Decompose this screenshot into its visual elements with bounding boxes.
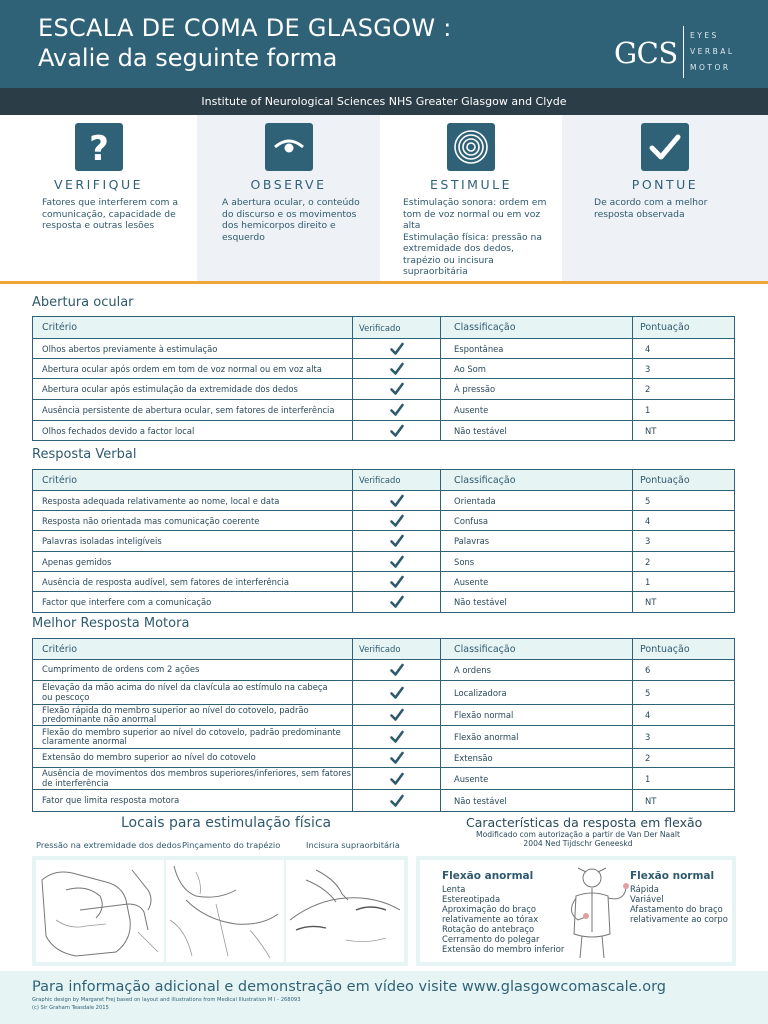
step-text: De acordo com a melhor resposta observada [594,197,708,220]
pontuacao-cell: 2 [633,749,735,768]
classificacao-cell: Sons [441,552,633,572]
logo-divider [683,26,684,78]
verified-check-icon [353,379,441,400]
eye-icon [265,123,313,171]
section-title-verbal: Resposta Verbal [32,447,137,462]
step-title: ESTIMULE [430,177,512,192]
criterio-cell: Factor que interfere com a comunicação [33,592,353,613]
col-header-verificado: Verificado [353,317,441,339]
table-row [33,421,735,441]
criterio-cell: Resposta adequada relativamente ao nome, local e data [33,491,353,511]
classificacao-cell: A ordens [441,660,633,681]
verified-check-icon [353,531,441,552]
table-motora [32,638,735,812]
locais-label-trapezio: Pinçamento do trapézio [182,840,281,850]
locais-label-dedos: Pressão na extremidade dos dedos [36,840,182,850]
accent-divider [0,281,768,284]
table-verbal [32,469,735,613]
classificacao-cell: Localizadora [441,681,633,705]
pontuacao-cell: 1 [633,572,735,592]
verified-check-icon [353,339,441,359]
classificacao-cell: Ao Som [441,359,633,379]
pontuacao-cell: 4 [633,339,735,359]
flexao-source-line2: 2004 Ned Tijdschr Geneeskd [523,839,633,848]
flexao-anormal-list: Lenta Estereotipada Aproximação do braço relativamente ao tórax Rotação do antebraço Cerramento do polegar Extensão do membro inferior [442,884,565,954]
concentric-circles-icon [447,123,495,171]
table-row [33,339,735,359]
step-title: PONTUE [631,177,699,192]
assessment-steps [0,115,768,281]
criterio-cell: Ausência persistente de abertura ocular, sem fatores de interferência [33,400,353,421]
pontuacao-cell: 5 [633,491,735,511]
col-header-criterio: Critério [33,317,353,339]
step-text: A abertura ocular, o conteúdo do discurso e os movimentos dos hemicorpos direito e esquerdo [222,197,360,243]
classificacao-cell: Flexão normal [441,705,633,726]
classificacao-cell: Palavras [441,531,633,552]
verified-check-icon [353,511,441,531]
pontuacao-cell: 4 [633,511,735,531]
criterio-cell: Olhos abertos previamente à estimulação [33,339,353,359]
flexao-anormal-title: Flexão anormal [442,870,534,882]
table-row [33,491,735,511]
verified-check-icon [353,726,441,749]
table-row [33,572,735,592]
verified-check-icon [353,749,441,768]
flexao-title: Características da resposta em flexão [466,815,703,830]
classificacao-cell: Espontânea [441,339,633,359]
verified-check-icon [353,768,441,790]
criterio-cell: Cumprimento de ordens com 2 ações [33,660,353,681]
verified-check-icon [353,491,441,511]
step-text: Fatores que interferem com a comunicação, capacidade de resposta e outras lesões [42,197,179,231]
col-header-criterio: Critério [33,470,353,491]
criterio-cell: Palavras isoladas inteligíveis [33,531,353,552]
table-row [33,511,735,531]
step-title: OBSERVE [250,177,327,192]
classificacao-cell: Confusa [441,511,633,531]
classificacao-cell: Ausente [441,572,633,592]
table-row [33,400,735,421]
criterio-cell: Ausência de resposta audível, sem fatores de interferência [33,572,353,592]
locais-label-supraorbitaria: Incisura supraorbitária [306,840,400,850]
pontuacao-cell: 1 [633,400,735,421]
logo-word-verbal: VERBAL [690,47,735,56]
pontuacao-cell: 2 [633,379,735,400]
table-header-row [33,470,735,491]
classificacao-cell: Flexão anormal [441,726,633,749]
criterio-cell: Ausência de movimentos dos membros superiores/inferiores, sem fatores de interferência [33,768,353,790]
pontuacao-cell: 3 [633,531,735,552]
table-row [33,592,735,613]
col-header-criterio: Critério [33,639,353,660]
pontuacao-cell: 3 [633,726,735,749]
pontuacao-cell: 4 [633,705,735,726]
verified-check-icon [353,421,441,441]
table-row [33,749,735,768]
criterio-cell: Abertura ocular após estimulação da extremidade dos dedos [33,379,353,400]
col-header-classificacao: Classificação [441,639,633,660]
locais-title: Locais para estimulação física [121,815,332,831]
pontuacao-cell: NT [633,790,735,812]
table-row [33,552,735,572]
header [0,0,768,88]
step-observe [197,115,380,281]
criterio-cell: Elevação da mão acima do nível da clavícula ao estímulo na cabeça ou pescoço [33,681,353,705]
checkmark-icon [641,123,689,171]
classificacao-cell: À pressão [441,379,633,400]
criterio-cell: Resposta não orientada mas comunicação coerente [33,511,353,531]
col-header-verificado: Verificado [353,470,441,491]
col-header-classificacao: Classificação [441,317,633,339]
verified-check-icon [353,681,441,705]
table-row [33,379,735,400]
criterio-cell: Extensão do membro superior ao nível do cotovelo [33,749,353,768]
col-header-pontuacao: Pontuação [633,639,735,660]
section-title-motora: Melhor Resposta Motora [32,616,190,631]
pontuacao-cell: NT [633,592,735,613]
classificacao-cell: Não testável [441,592,633,613]
table-row [33,660,735,681]
table-ocular [32,316,735,441]
table-header-row [33,639,735,660]
section-title-ocular: Abertura ocular [32,295,134,310]
svg-text:?: ? [88,129,109,169]
classificacao-cell: Extensão [441,749,633,768]
verified-check-icon [353,400,441,421]
table-row [33,790,735,812]
flexao-normal-list: Rápida Variável Afastamento do braço relativamente ao corpo [630,884,728,924]
table-row [33,359,735,379]
verified-check-icon [353,790,441,812]
col-header-verificado: Verificado [353,639,441,660]
col-header-classificacao: Classificação [441,470,633,491]
trapezius-pinch-illustration [166,860,284,962]
institute-bar: Institute of Neurological Sciences NHS Greater Glasgow and Clyde [0,88,768,115]
footer-credit-design: Graphic design by Margaret Frej based on layout and illustrations from Medical Illustration M I - 268093 [32,997,301,1003]
flexion-figure-illustration [552,862,632,964]
verified-check-icon [353,572,441,592]
table-row [33,681,735,705]
step-text: Estimulação sonora: ordem em tom de voz normal ou em voz alta Estimulação física: pressão na extremidade dos dedos, trapézio ou incisura supraorbitária [403,197,547,277]
pontuacao-cell: 1 [633,768,735,790]
page-title-line2: Avalie da seguinte forma [38,44,338,72]
step-title: VERIFIQUE [53,177,144,192]
col-header-pontuacao: Pontuação [633,317,735,339]
criterio-cell: Fator que limita resposta motora [33,790,353,812]
supraorbital-notch-illustration [286,860,404,962]
verified-check-icon [353,552,441,572]
stimulation-illustrations [32,856,408,966]
logo-word-eyes: EYES [690,31,719,40]
page-title-line1: ESCALA DE COMA DE GLASGOW : [38,14,452,42]
step-estimule [380,115,562,281]
step-pontue [562,115,768,281]
pontuacao-cell: 2 [633,552,735,572]
flexion-panel [416,856,736,966]
classificacao-cell: Não testável [441,421,633,441]
criterio-cell: Olhos fechados devido a factor local [33,421,353,441]
col-header-pontuacao: Pontuação [633,470,735,491]
table-row [33,705,735,726]
question-mark-icon [75,123,123,171]
criterio-cell: Abertura ocular após ordem em tom de voz normal ou em voz alta [33,359,353,379]
table-header-row [33,317,735,339]
footer [0,971,768,1024]
step-verifique [0,115,197,281]
pontuacao-cell: 6 [633,660,735,681]
table-row [33,768,735,790]
classificacao-cell: Não testável [441,790,633,812]
classificacao-cell: Orientada [441,491,633,511]
table-row [33,726,735,749]
classificacao-cell: Ausente [441,768,633,790]
flexao-normal-title: Flexão normal [630,870,715,882]
footer-more-info: Para informação adicional e demonstração em vídeo visite www.glasgowcomascale.org [32,979,666,995]
pontuacao-cell: 3 [633,359,735,379]
verified-check-icon [353,705,441,726]
logo-word-motor: MOTOR [690,63,731,72]
gcs-logo: GCS [614,36,678,70]
fingertip-pressure-illustration [36,860,164,962]
table-row [33,531,735,552]
criterio-cell: Apenas gemidos [33,552,353,572]
flexao-source-line1: Modificado com autorização a partir de Van Der Naalt [476,830,680,839]
verified-check-icon [353,660,441,681]
criterio-cell: Flexão rápida do membro superior ao nível do cotovelo, padrão predominante não anormal [33,705,353,726]
classificacao-cell: Ausente [441,400,633,421]
pontuacao-cell: NT [633,421,735,441]
criterio-cell: Flexão do membro superior ao nível do cotovelo, padrão predominante claramente anormal [33,726,353,749]
pontuacao-cell: 5 [633,681,735,705]
verified-check-icon [353,359,441,379]
verified-check-icon [353,592,441,613]
footer-credit-copyright: (c) Sir Graham Teasdale 2015 [32,1005,109,1011]
